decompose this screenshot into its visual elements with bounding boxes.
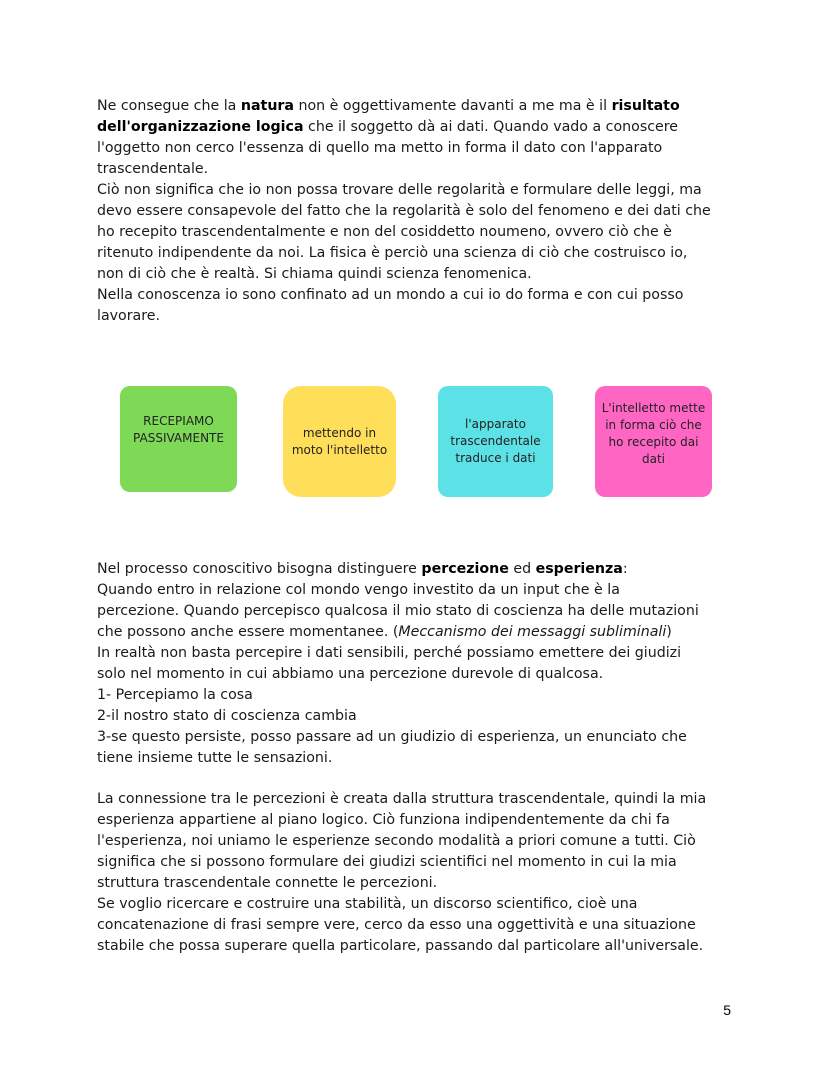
text-line: In realtà non basta percepire i dati sensibili, perché possiamo emettere dei giudizi: [97, 645, 682, 661]
list-item: 2-il nostro stato di coscienza cambia: [97, 708, 357, 724]
list-item: 3-se questo persiste, posso passare ad un giudizio di esperienza, un enunciato che: [97, 729, 687, 745]
paragraph-natura: [97, 96, 737, 327]
card-line: RECEPIAMO: [143, 414, 214, 428]
text-line: struttura trascendentale connette le percezioni.: [97, 875, 438, 891]
text-line: che possono anche essere momentanee. (Meccanismo dei messaggi subliminali): [97, 624, 672, 640]
card-recepiamo: [120, 386, 237, 492]
card-line: in forma ciò che: [605, 417, 702, 432]
text-line: esperienza appartiene al piano logico. Ciò funziona indipendentemente da chi fa: [97, 812, 670, 828]
card-forma: [595, 386, 712, 497]
text-line: Se voglio ricercare e costruire una stabilità, un discorso scientifico, cioè una: [97, 896, 638, 912]
bold-term-natura: natura: [240, 98, 294, 114]
text-line: significa che si possono formulare dei giudizi scientifici nel momento in cui la mia: [97, 854, 677, 870]
italic-note: Meccanismo dei messaggi subliminali: [398, 624, 667, 640]
text-line: trascendentale.: [97, 161, 209, 177]
card-line: traduce i dati: [455, 451, 536, 465]
text-line: l'esperienza, noi uniamo le esperienze secondo modalità a priori comune a tutti. Ciò: [97, 833, 696, 849]
paragraph-percezione: [97, 559, 737, 769]
text-line: l'oggetto non cerco l'essenza di quello ma metto in forma il dato con l'apparato: [97, 140, 663, 156]
text-line: stabile che possa superare quella particolare, passando dal particolare all'universale.: [97, 938, 704, 954]
text-line: ho recepito trascendentalmente e non del cosiddetto noumeno, ovvero ciò che è: [97, 224, 672, 240]
text-line: ritenuto indipendente da noi. La fisica è perciò una scienza di ciò che costruisco io,: [97, 245, 688, 261]
card-apparato: [438, 386, 553, 497]
card-intelletto: [283, 386, 396, 497]
card-line: mettendo in: [302, 425, 377, 440]
text-line: Quando entro in relazione col mondo vengo investito da un input che è la: [97, 582, 620, 598]
bold-term-esperienza: esperienza: [535, 561, 623, 577]
card-line: L'intelletto mette: [601, 400, 706, 415]
paragraph-connessione: [97, 789, 737, 957]
list-item: 1- Percepiamo la cosa: [97, 687, 253, 703]
bold-term-percezione: percezione: [421, 561, 509, 577]
page-number: 5: [723, 1002, 731, 1018]
text-line: La connessione tra le percezioni è creata dalla struttura trascendentale, quindi la mia: [97, 791, 707, 807]
text-line: Ne consegue che la natura non è oggettivamente davanti a me ma è il risultato: [97, 98, 680, 114]
text-line: tiene insieme tutte le sensazioni.: [97, 750, 333, 766]
card-line: l'apparato: [465, 417, 526, 431]
card-line: moto l'intelletto: [291, 442, 388, 457]
card-line: PASSIVAMENTE: [133, 431, 224, 445]
card-line: trascendentale: [450, 434, 541, 448]
text-line: non di ciò che è realtà. Si chiama quindi scienza fenomenica.: [97, 266, 532, 282]
bold-term-risultato: risultato: [611, 98, 680, 114]
text-line: percezione. Quando percepisco qualcosa il mio stato di coscienza ha delle mutazioni: [97, 603, 699, 619]
card-line: dati: [641, 451, 665, 466]
bold-term-organizzazione: dell'organizzazione logica: [97, 119, 304, 135]
text-line: solo nel momento in cui abbiamo una percezione durevole di qualcosa.: [97, 666, 604, 682]
text-line: lavorare.: [97, 308, 160, 324]
text-line: concatenazione di frasi sempre vere, cerco da esso una oggettività e una situazione: [97, 917, 696, 933]
text-line: Nel processo conoscitivo bisogna distinguere percezione ed esperienza:: [97, 561, 628, 577]
card-line: ho recepito dai: [608, 434, 699, 449]
text-line: Nella conoscenza io sono confinato ad un mondo a cui io do forma e con cui posso: [97, 287, 684, 303]
text-line: Ciò non significa che io non possa trovare delle regolarità e formulare delle leggi, ma: [97, 182, 702, 198]
text-line: devo essere consapevole del fatto che la regolarità è solo del fenomeno e dei dati che: [97, 203, 711, 219]
text-line: dell'organizzazione logica che il soggetto dà ai dati. Quando vado a conoscere: [97, 119, 679, 135]
